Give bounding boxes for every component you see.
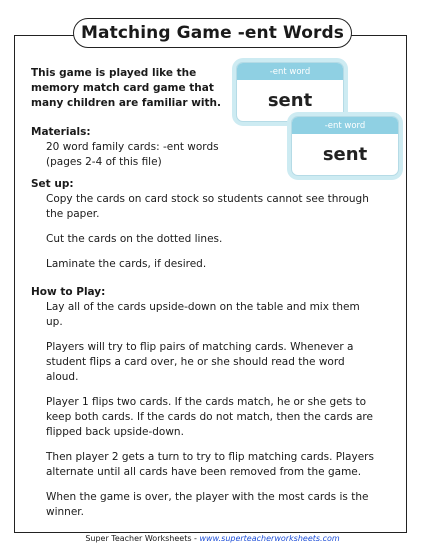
word-card [236,62,344,122]
setup-item: Cut the cards on the dotted lines. [46,233,223,245]
footer-brand: Super Teacher Worksheets - [85,534,200,543]
play-item: Player 1 flips two cards. If the cards match, he or she gets to keep both cards. If the cards do not match, then the cards are flipped back upside-down. [46,396,373,438]
page-title: Matching Game -ent Words [73,18,352,48]
materials-line: (pages 2-4 of this file) [46,156,162,168]
play-item: Lay all of the cards upside-down on the table and mix them up. [46,301,360,328]
materials-heading: Materials: [31,126,91,138]
intro-text: This game is played like the memory match card game that many children are familiar with. [31,67,221,109]
materials-line: 20 word family cards: -ent words [46,141,219,153]
setup-section [31,177,376,272]
setup-item: Copy the cards on card stock so students cannot see through the paper. [46,193,369,220]
card-band-label: -ent word [237,63,343,80]
card-word: sent [267,90,313,111]
materials-section [31,125,376,170]
card-band-label: -ent word [292,117,398,134]
play-item: Then player 2 gets a turn to try to flip matching cards. Players alternate until all cards have been removed from the game. [46,451,374,478]
setup-item: Laminate the cards, if desired. [46,258,207,270]
card-word: sent [322,144,368,165]
how-to-play-section [31,285,376,520]
setup-heading: Set up: [31,178,74,190]
play-item: When the game is over, the player with the most cards is the winner. [46,491,369,518]
footer-url-link[interactable]: www.superteacherworksheets.com [199,534,340,543]
how-to-play-heading: How to Play: [31,286,106,298]
footer [0,534,425,543]
play-item: Players will try to flip pairs of matching cards. Whenever a student flips a card over, he or she should read the word aloud. [46,341,354,383]
